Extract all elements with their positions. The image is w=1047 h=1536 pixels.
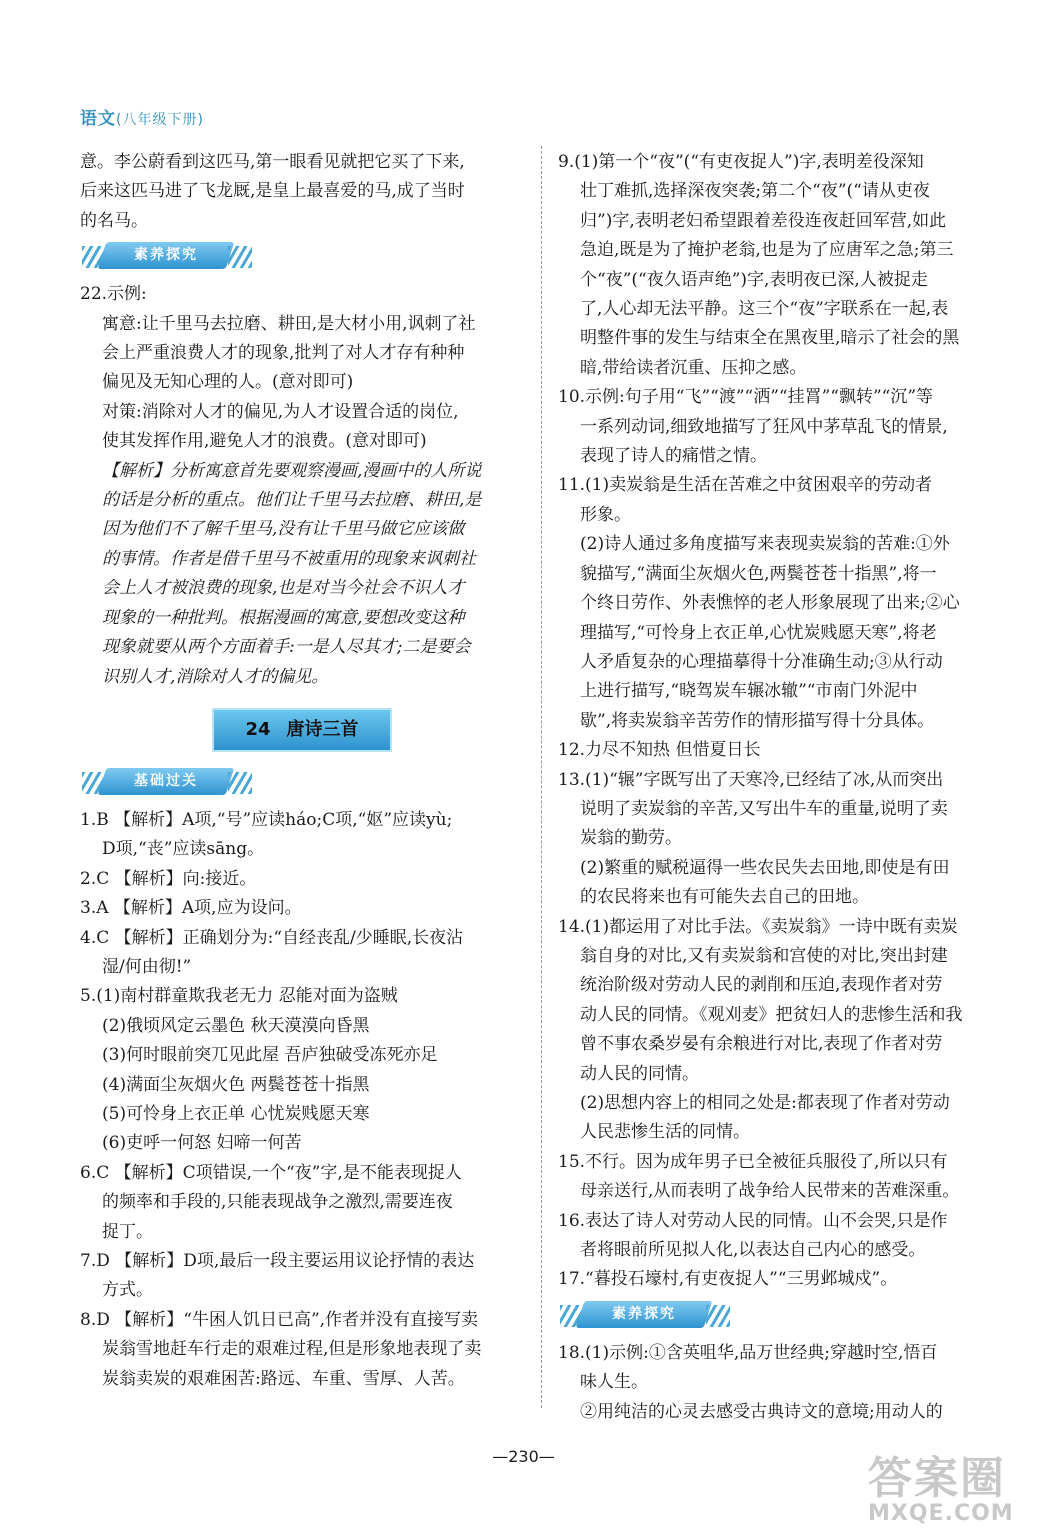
answer-line: 15.不行。因为成年男子已全被征兵服役了,所以只有 <box>558 1151 948 1172</box>
badge-label: 素养探究 <box>576 1301 713 1328</box>
answer-line: 了,人心却无法平静。这三个“夜”字联系在一起,表 <box>580 299 949 320</box>
analysis-line: 因为他们不了解千里马,没有让千里马做它应该做 <box>102 519 465 540</box>
answer-line: 个“夜”(“夜久语声绝”)字,表明夜已深,人被捉走 <box>580 269 928 290</box>
answer-line: 炭翁卖炭的艰难困苦:路远、车重、雪厚、人苦。 <box>102 1368 465 1389</box>
answer-line: 归”)字,表明老妇希望跟着差役连夜赶回军营,如此 <box>580 210 947 231</box>
answer-line: 17.“暮投石壕村,有吏夜捉人”“三男邺城戍”。 <box>558 1269 898 1290</box>
lesson-title: 唐诗三首 <box>286 718 359 740</box>
answer-line: 曾不事农桑岁晏有余粮进行对比,表现了作者对劳 <box>580 1034 943 1055</box>
answer-line: 10.示例:句子用“飞”“渡”“洒”“挂罥”“飘转”“沉”等 <box>558 387 934 408</box>
right-column <box>558 148 994 1427</box>
answer-line: 会上严重浪费人才的现象,批判了对人才存有种种 <box>102 343 465 364</box>
answer-line: 说明了卖炭翁的辛苦,又写出牛车的重量,说明了卖 <box>580 798 948 819</box>
answer-line: 歇”,将卖炭翁辛苦劳作的情形描写得十分具体。 <box>580 710 935 731</box>
badge-label: 基础过关 <box>98 768 235 795</box>
running-header <box>80 104 204 129</box>
subject-title: 语文 <box>80 109 116 129</box>
answer-line: 上进行描写,“晓驾炭车辗冰辙”“市南门外泥中 <box>580 681 918 702</box>
analysis-line: 识别人才,消除对人才的偏见。 <box>102 666 329 687</box>
badge-label: 素养探究 <box>98 242 235 269</box>
answer-22 <box>80 280 528 692</box>
answer-line: 方式。 <box>102 1280 153 1301</box>
answer-line: 壮丁难抓,选择深夜突袭;第二个“夜”(“请从吏夜 <box>580 181 930 202</box>
answer-line: ②用纯洁的心灵去感受古典诗文的意境;用动人的 <box>580 1401 943 1422</box>
analysis-line: 会上人才被浪费的现象,也是对当今社会不识人才 <box>102 578 465 599</box>
answer-line: 理描写,“可怜身上衣正单,心忧炭贱愿天寒”,将老 <box>580 622 937 643</box>
answer-line: (4)满面尘灰烟火色 两鬓苍苍十指黑 <box>102 1074 370 1095</box>
answer-line: 14.(1)都运用了对比手法。《卖炭翁》一诗中既有卖炭 <box>558 916 958 937</box>
analysis-line: 现象就要从两个方面着手:一是人尽其才;二是要会 <box>102 637 471 658</box>
answer-line: 使其发挥作用,避免人才的浪费。(意对即可) <box>102 431 427 452</box>
answer-line: (2)思想内容上的相同之处是:都表现了作者对劳动 <box>580 1093 950 1113</box>
watermark-line: 答案圈 <box>868 1453 1006 1504</box>
answer-line: 8.D 【解析】“牛困人饥日已高”,作者并没有直接写卖 <box>80 1309 479 1330</box>
answer-line: 者将眼前所见拟人化,以表达自己内心的感受。 <box>580 1240 926 1261</box>
answer-line: 个终日劳作、外表憔悴的老人形象展现了出来;②心 <box>580 593 960 614</box>
answer-line: 6.C 【解析】C项错误,一个“夜”字,是不能表现捉人 <box>80 1162 462 1183</box>
answer-line: (6)吏呼一何怒 妇啼一何苦 <box>102 1133 302 1154</box>
section-badge-basics <box>80 762 528 806</box>
intro-line: 的名马。 <box>80 210 148 231</box>
answer-line: 9.(1)第一个“夜”(“有吏夜捉人”)字,表明差役深知 <box>558 152 924 172</box>
answer-line: 统治阶级对劳动人民的剥削和压迫,表现作者对劳 <box>580 975 943 996</box>
answer-head: 22.示例: <box>80 284 147 305</box>
section-badge-literacy-2 <box>558 1295 994 1339</box>
answer-line: 的频率和手段的,只能表现战争之激烈,需要连夜 <box>102 1192 453 1213</box>
column-divider <box>541 146 542 1408</box>
stripe-decoration <box>706 1305 730 1327</box>
answer-line: 翁自身的对比,又有卖炭翁和宫使的对比,突出封建 <box>580 945 948 966</box>
answer-line: 表现了诗人的痛惜之情。 <box>580 446 767 467</box>
stripe-decoration <box>228 772 252 794</box>
answer-line: 18.(1)示例:①含英咀华,品万世经典;穿越时空,悟百 <box>558 1342 938 1363</box>
analysis-line: 【解析】分析寓意首先要观察漫画,漫画中的人所说 <box>102 460 482 481</box>
answer-line: 13.(1)“辗”字既写出了天寒冷,已经结了冰,从而突出 <box>558 769 944 790</box>
answer-line: 母亲送行,从而表明了战争给人民带来的苦难深重。 <box>580 1181 960 1202</box>
lesson-title-box <box>212 708 392 752</box>
stripe-decoration <box>228 246 252 268</box>
answer-line: 12.力尽不知热 但惜夏日长 <box>558 740 761 761</box>
answer-line: 暗,带给读者沉重、压抑之感。 <box>580 357 807 378</box>
answer-line: 4.C 【解析】正确划分为:“自经丧乱/少睡眠,长夜沾 <box>80 927 464 948</box>
intro-line: 意。李公蔚看到这匹马,第一眼看见就把它买了下来, <box>80 152 465 172</box>
answer-line: 动人民的同情。 <box>580 1063 699 1084</box>
answer-line: 一系列动词,细致地描写了狂风中茅草乱飞的情景, <box>580 416 948 437</box>
answer-line: (5)可怜身上衣正单 心忧炭贱愿天寒 <box>102 1103 370 1124</box>
answer-line: 2.C 【解析】向:接近。 <box>80 868 257 889</box>
section-badge-literacy <box>80 236 528 280</box>
answer-line: 味人生。 <box>580 1372 648 1393</box>
answer-line: 7.D 【解析】D项,最后一段主要运用议论抒情的表达 <box>80 1251 475 1271</box>
analysis-line: 的事情。作者是借千里马不被重用的现象来讽刺社 <box>102 548 476 569</box>
answer-line: 炭翁的勤劳。 <box>580 828 682 849</box>
answer-line: 3.A 【解析】A项,应为设问。 <box>80 898 302 919</box>
intro-line: 后来这匹马进了飞龙厩,是皇上最喜爱的马,成了当时 <box>80 181 465 202</box>
analysis-line: 现象的一种批判。根据漫画的寓意,要想改变这种 <box>102 607 465 628</box>
answer-line: 湿/何由彻!” <box>102 956 192 977</box>
answer-line: 的农民将来也有可能失去自己的田地。 <box>580 887 869 908</box>
answer-line: 16.表达了诗人对劳动人民的同情。山不会哭,只是作 <box>558 1210 948 1231</box>
lesson-heading <box>80 692 528 762</box>
answer-line: 对策:消除对人才的偏见,为人才设置合适的岗位, <box>102 401 459 422</box>
answer-line: 明整件事的发生与结束全在黑夜里,暗示了社会的黑 <box>580 328 960 349</box>
answer-line: 动人民的同情。《观刈麦》把贫妇人的悲惨生活和我 <box>580 1004 963 1025</box>
answer-line: 人矛盾复杂的心理描摹得十分准确生动;③从行动 <box>580 651 943 672</box>
answer-line: 寓意:让千里马去拉磨、耕田,是大材小用,讽刺了社 <box>102 313 476 334</box>
answer-line: (2)诗人通过多角度描写来表现卖炭翁的苦难:①外 <box>580 534 950 555</box>
analysis-line: 的话是分析的重点。他们让千里马去拉磨、耕田,是 <box>102 490 482 511</box>
answer-line: 炭翁雪地赶车行走的艰难过程,但是形象地表现了卖 <box>102 1339 482 1360</box>
watermark-url: MXQE.COM <box>868 1501 1014 1526</box>
answer-line: 急迫,既是为了掩护老翁,也是为了应唐军之急;第三 <box>580 240 954 261</box>
left-column <box>80 148 528 1394</box>
watermark-logo <box>868 1455 1018 1525</box>
answer-line: 貌描写,“满面尘灰烟火色,两鬓苍苍十指黑”,将一 <box>580 563 937 584</box>
answer-line: 捉丁。 <box>102 1221 153 1242</box>
answer-line: 人民悲惨生活的同情。 <box>580 1122 750 1143</box>
answer-line: 形象。 <box>580 504 631 525</box>
answer-line: 1.B 【解析】A项,“号”应读háo;C项,“妪”应读yù; <box>80 809 453 830</box>
answer-line: 11.(1)卖炭翁是生活在苦难之中贫困艰辛的劳动者 <box>558 475 933 496</box>
answer-line: (2)俄顷风定云墨色 秋天漠漠向昏黑 <box>102 1015 370 1036</box>
answer-line: (2)繁重的赋税逼得一些农民失去田地,即使是有田 <box>580 857 950 878</box>
answer-line: (3)何时眼前突兀见此屋 吾庐独破受冻死亦足 <box>102 1045 438 1066</box>
lesson-number: 24 <box>245 718 271 740</box>
answer-line: 5.(1)南村群童欺我老无力 忍能对面为盗贼 <box>80 986 398 1007</box>
grade-subtitle: (八年级下册) <box>116 112 204 128</box>
page-number: —230— <box>492 1447 555 1466</box>
answer-line: D项,“丧”应读sāng。 <box>102 839 265 860</box>
answer-line: 偏见及无知心理的人。(意对即可) <box>102 372 354 393</box>
